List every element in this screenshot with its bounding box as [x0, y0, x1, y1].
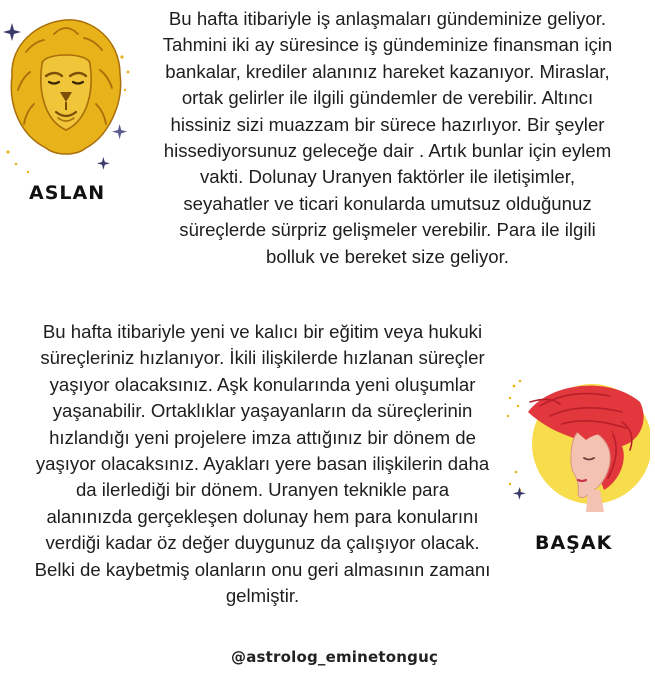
leo-text-line: bankalar, krediler alanınız hareket kazanıyor. Miraslar,	[165, 60, 610, 82]
aslan-sign-label: ASLAN	[29, 182, 106, 204]
virgo-text-line: da ilerlediği bir dönem. Uranyen teknikle para	[75, 479, 450, 501]
virgo-text-line: yaşıyor olacaksınız. Ayakları yere basan ilişkilerin daha	[35, 453, 490, 475]
sparkle-icon	[3, 23, 21, 41]
lion-illustration	[0, 12, 135, 182]
leo-text-line: ortak gelirler ile ilgili gündemler de verebilir. Altıncı	[181, 87, 594, 109]
instagram-handle-watermark: @astrolog_eminetonguç	[231, 648, 439, 666]
leo-text-line: süreçlerde sürpriz gelişmeler verebilir. Para ile ilgili	[179, 219, 596, 241]
virgo-text-line: alanınızda gerçekleşen dolunay hem para konularını	[46, 505, 479, 527]
leo-text-line: bolluk ve bereket size geliyor.	[266, 245, 509, 267]
virgo-text-line: verdiği kadar öz değer duygunuz da çalışıyor olacak.	[45, 532, 480, 554]
leo-text-line: Bu hafta itibariyle iş anlaşmaları gündeminize geliyor.	[168, 8, 607, 29]
sparkle-icon	[97, 157, 110, 170]
leo-text-line: vakti. Dolunay Uranyen faktörler ile iletişimler,	[199, 166, 576, 188]
leo-text-line: hissiniz sizi muazzam bir sürece hazırlıyor. Bir şeyler	[170, 113, 605, 135]
leo-horoscope-paragraph	[120, 6, 655, 270]
virgo-horoscope-paragraph	[0, 319, 525, 609]
virgo-text-line: Belki de kaybetmiş olanların onu geri almasının zamanı	[34, 558, 491, 580]
virgo-text-line: hızlandığı yeni projelere imza attığınız bir dönem de	[49, 426, 476, 448]
basak-sign-label: BAŞAK	[535, 532, 613, 554]
virgo-text-line: gelmiştir.	[225, 585, 300, 607]
leo-text-line: hissediyorsunuz geleceğe dair . Artık bunlar için eylem	[163, 140, 612, 162]
virgo-text-line: süreçleriniz hızlanıyor. İkili ilişkilerde hızlanan süreçler	[40, 347, 485, 369]
virgo-text-line: Bu hafta itibariyle yeni ve kalıcı bir eğitim veya hukuki	[42, 321, 483, 342]
virgo-text-line: yaşanabilir. Ortaklıklar yaşayanların da süreçlerinin	[52, 400, 473, 422]
virgo-text-line: yaşıyor olacaksınız. Aşk konularında yeni oluşumlar	[49, 373, 476, 395]
leo-text-line: seyahatler ve ticari konularda umutsuz olduğunuz	[183, 192, 592, 214]
leo-text-line: Tahmini iki ay süresince iş gündeminize finansman için	[162, 34, 613, 56]
